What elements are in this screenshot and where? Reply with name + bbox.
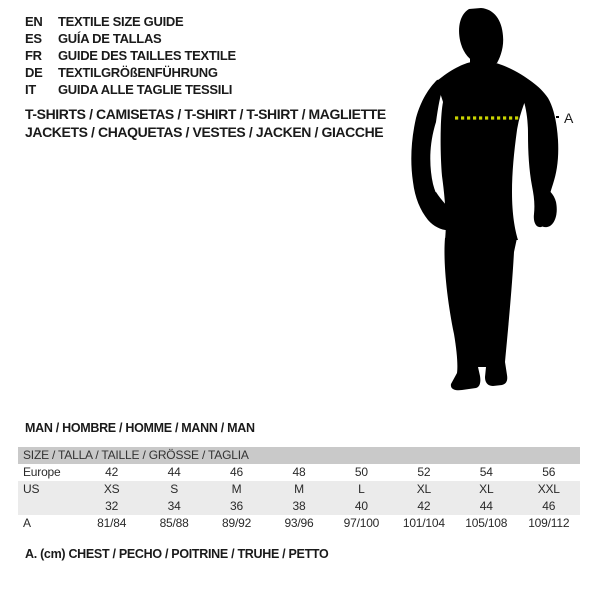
size-cell: 34 [167, 499, 181, 513]
language-code: ES [25, 31, 42, 46]
size-table-header: SIZE / TALLA / TAILLE / GRÖSSE / TAGLIA [18, 447, 580, 464]
size-cell: M [294, 482, 304, 496]
language-code: IT [25, 82, 36, 97]
size-cell: XL [416, 482, 431, 496]
size-cell: 42 [105, 465, 119, 479]
language-row-fr [25, 47, 236, 64]
language-row-es [25, 30, 236, 47]
size-cell: M [231, 482, 242, 496]
size-cell: 109/112 [528, 516, 570, 530]
size-cell: 93/96 [284, 516, 314, 530]
garment-category-block [25, 105, 386, 141]
size-table-header-row [18, 447, 580, 464]
size-cell: 56 [542, 465, 556, 479]
size-cell: 81/84 [97, 516, 127, 530]
measure-label-a: A [564, 110, 574, 126]
size-table [18, 447, 580, 532]
category-line-tshirts: T-SHIRTS / CAMISETAS / T-SHIRT / T-SHIRT / MAGLIETTE [25, 106, 386, 122]
size-cell: 46 [230, 465, 243, 479]
row-label [18, 498, 80, 515]
table-row-europe [18, 464, 580, 481]
language-title: GUIDE DES TAILLES TEXTILE [58, 48, 236, 63]
man-silhouette [411, 8, 558, 390]
row-label: A [23, 516, 31, 530]
size-cell: XS [103, 482, 120, 496]
size-cell: 44 [167, 465, 181, 479]
language-code: EN [25, 14, 43, 29]
language-title-list [25, 13, 236, 98]
language-row-de [25, 64, 236, 81]
row-label: Europe [23, 465, 61, 479]
size-cell: 97/100 [343, 516, 380, 530]
language-title: TEXTILGRÖßENFÜHRUNG [58, 65, 218, 80]
language-row-it [25, 81, 236, 98]
size-cell: 32 [105, 499, 119, 513]
size-cell: 40 [354, 499, 368, 513]
table-row-alt-size [18, 498, 580, 515]
language-row-en [25, 13, 236, 30]
language-title: GUIDA ALLE TAGLIE TESSILI [58, 82, 233, 97]
table-row-us [18, 481, 580, 498]
size-cell: 48 [292, 465, 306, 479]
size-cell: S [170, 482, 178, 496]
size-cell: 89/92 [222, 516, 252, 530]
size-cell: 52 [417, 465, 431, 479]
size-cell: XXL [537, 482, 560, 496]
section-heading: MAN / HOMBRE / HOMME / MANN / MAN [25, 421, 255, 435]
size-cell: XL [479, 482, 494, 496]
table-row-chest-cm [18, 515, 580, 532]
size-cell: 44 [479, 499, 493, 513]
measurement-footnote: A. (cm) CHEST / PECHO / POITRINE / TRUHE / PETTO [25, 547, 329, 561]
size-cell: 85/88 [159, 516, 189, 530]
size-cell: 36 [230, 499, 243, 513]
language-title: TEXTILE SIZE GUIDE [58, 14, 184, 29]
category-line-jackets: JACKETS / CHAQUETAS / VESTES / JACKEN / GIACCHE [25, 124, 384, 140]
size-cell: 50 [354, 465, 368, 479]
language-title: GUÍA DE TALLAS [58, 31, 162, 46]
size-cell: 54 [479, 465, 493, 479]
row-label: US [23, 482, 40, 496]
size-cell: 42 [417, 499, 431, 513]
size-cell: 46 [542, 499, 556, 513]
size-cell: 38 [292, 499, 306, 513]
language-code: DE [25, 65, 43, 80]
language-code: FR [25, 48, 42, 63]
size-cell: L [358, 482, 365, 496]
size-cell: 101/104 [402, 516, 445, 530]
size-cell: 105/108 [465, 516, 508, 530]
